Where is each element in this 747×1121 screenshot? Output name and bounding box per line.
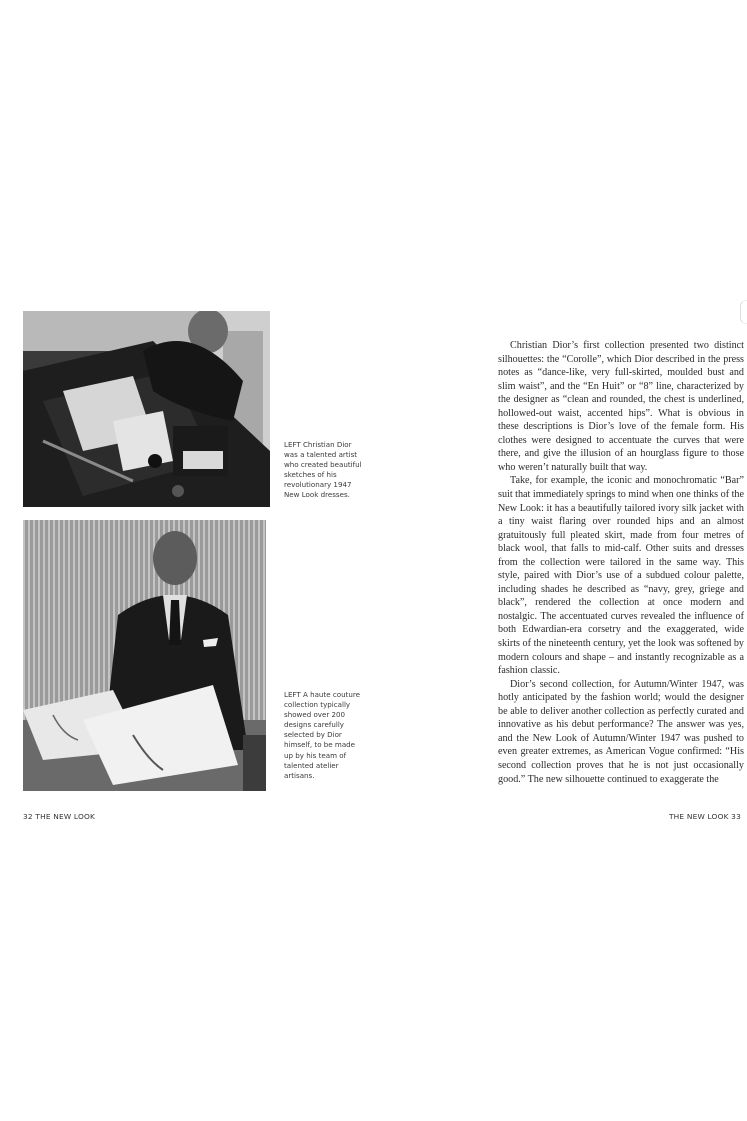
body-paragraph: Take, for example, the iconic and monochromatic “Bar” suit that immediately springs to mind when one thinks of the New Look: it has a beautifully tailored ivory silk jacket with a tiny waist flaring over rounded hips and an almost gratuitously full pleated skirt, made from four metres of black wool, that falls to mid-calf. Other suits and dresses from the collection were tailored in the same way. This style, paired with Dior’s use of a subdued colour palette, including shades he described as “navy, grey, griege and black”, rendered the collection at once modern and nostalgic. The accentuated curves revealed the influence of both Edwardian-era corsetry and the exaggerated, wide skirts of the nineteenth century, yet the look was softened by modern colours and shape – and instantly recognizable as a fashion classic. bbox=[498, 475, 744, 677]
caption-bottom: LEFT A haute couture collection typically showed over 200 designs carefully selected by Dior himself, to be made up by his team of talented atelier artisans. bbox=[284, 690, 360, 780]
body-paragraph: Dior’s second collection, for Autumn/Winter 1947, was hotly anticipated by the fashion world; would the designer be able to deliver another collection as perfectly curated and innovative as his debut performance? The answer was yes, and the New Look of Autumn/Winter 1947 was pushed to even greater extremes, as American Vogue confirmed: “His second collection proves that he is not just occasionally good.” The new silhouette continued to exaggerate the bbox=[498, 678, 744, 785]
photo-dior-sketching-image bbox=[23, 311, 270, 507]
photo-dior-sketching bbox=[23, 311, 270, 507]
folio-right: THE NEW LOOK 33 bbox=[668, 812, 741, 821]
page-edge-decoration bbox=[740, 300, 747, 324]
body-paragraph: Christian Dior’s first collection presented two distinct silhouettes: the “Corolle”, which Dior described in the press notes as “dance-like, very full-skirted, moulded bust and slim waist”, and the “En Huit” or “8” line, characterized by the designer as “clean and rounded, the chest is underlined, hollowed-out waist, accented hips”. What is obvious in these descriptions is Dior’s love of the female form. His clothes were designed to accentuate the curves that were there, and give the illusion of an hourglass figure to those who weren’t naturally built that way. bbox=[498, 340, 744, 473]
folio-left: 32 THE NEW LOOK bbox=[23, 812, 96, 821]
body-text bbox=[498, 339, 744, 786]
photo-dior-seated bbox=[23, 520, 266, 791]
caption-top: LEFT Christian Dior was a talented artist who created beautiful sketches of his revolutionary 1947 New Look dresses. bbox=[284, 440, 362, 500]
photo-dior-seated-image bbox=[23, 520, 266, 791]
